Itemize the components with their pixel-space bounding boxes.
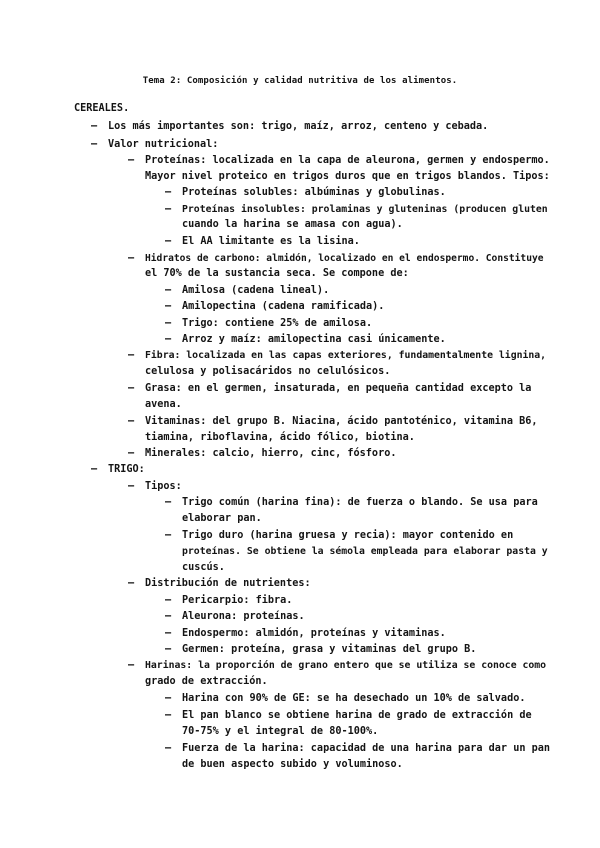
text-line: Hidratos de carbono: almidón, localizado en el endospermo. Constituye [145,253,544,264]
text-line: cuscús. [182,562,225,573]
text-line: tiamina, riboflavina, ácido fólico, biotina. [145,432,415,443]
bullet-dash: – [165,611,172,622]
text-line: Harinas: la proporción de grano entero que se utiliza se conoce como [145,660,547,671]
text-line: Harina con 90% de GE: se ha desechado un 10% de salvado. [182,693,526,704]
text-line: El pan blanco se obtiene harina de grado de extracción de [182,710,532,721]
bullet-dash: – [165,497,172,508]
text-line: 70-75% y el integral de 80-100%. [182,726,379,737]
text-line: celulosa y polisacáridos no celulósicos. [145,366,391,377]
bullet-dash: – [165,595,172,606]
bullet-dash: – [165,693,172,704]
section-heading-trigo: TRIGO: [108,464,145,475]
section-heading-cereales: CEREALES. [74,103,130,114]
text-line: Trigo común (harina fina): de fuerza o blando. Se usa para [182,497,538,508]
bullet-dash: – [128,253,135,264]
text-line: de buen aspecto subido y voluminoso. [182,759,403,770]
text-line: Valor nutricional: [108,139,219,150]
bullet-dash: – [128,416,135,427]
text-line: Vitaminas: del grupo B. Niacina, ácido pantoténico, vitamina B6, [145,416,538,427]
text-line: Trigo duro (harina gruesa y recia): mayor contenido en [182,530,514,541]
text-line: Fuerza de la harina: capacidad de una harina para dar un pan [182,743,551,754]
bullet-dash: – [128,155,135,166]
text-line: proteínas. Se obtiene la sémola empleada para elaborar pasta y [182,546,548,557]
document-title: Tema 2: Composición y calidad nutritiva de los alimentos. [142,76,458,86]
bullet-dash: – [165,710,172,721]
text-line: Proteínas insolubles: prolaminas y gluteninas (producen gluten [182,204,548,215]
bullet-dash: – [165,187,172,198]
bullet-dash: – [128,448,135,459]
bullet-dash: – [165,530,172,541]
bullet-dash: – [128,350,135,361]
text-line: Aleurona: proteínas. [182,611,305,622]
text-line: Los más importantes son: trigo, maíz, arroz, centeno y cebada. [108,121,489,132]
bullet-dash: – [165,285,172,296]
bullet-dash: – [128,660,135,671]
text-line: el 70% de la sustancia seca. Se compone de: [145,268,409,279]
bullet-dash: – [165,334,172,345]
text-line: Trigo: contiene 25% de amilosa. [182,318,373,329]
bullet-dash: – [128,383,135,394]
text-line: Germen: proteína, grasa y vitaminas del grupo B. [182,644,477,655]
text-line: Arroz y maíz: amilopectina casi únicamente. [182,334,446,345]
text-line: El AA limitante es la lisina. [182,236,360,247]
text-line: Distribución de nutrientes: [145,578,311,589]
text-line: Tipos: [145,481,182,492]
text-line: Mayor nivel proteico en trigos duros que en trigos blandos. Tipos: [145,171,550,182]
bullet-dash: – [165,318,172,329]
bullet-dash: – [165,204,172,215]
bullet-dash: – [91,464,98,475]
text-line: Amilopectina (cadena ramificada). [182,301,385,312]
text-line: Endospermo: almidón, proteínas y vitaminas. [182,628,446,639]
bullet-dash: – [165,644,172,655]
bullet-dash: – [128,481,135,492]
text-line: avena. [145,399,182,410]
text-line: Proteínas: localizada en la capa de aleurona, germen y endospermo. [145,155,550,166]
text-line: grado de extracción. [145,676,268,687]
text-line: Fibra: localizada en las capas exteriores, fundamentalmente lignina, [145,350,547,361]
bullet-dash: – [165,628,172,639]
bullet-dash: – [165,743,172,754]
bullet-dash: – [91,121,98,132]
bullet-dash: – [165,236,172,247]
text-line: cuando la harina se amasa con agua). [182,219,403,230]
text-line: Minerales: calcio, hierro, cinc, fósforo. [145,448,397,459]
bullet-dash: – [91,139,98,150]
text-line: Proteínas solubles: albúminas y globulinas. [182,187,446,198]
text-line: Amilosa (cadena lineal). [182,285,330,296]
bullet-dash: – [165,301,172,312]
bullet-dash: – [128,578,135,589]
text-line: elaborar pan. [182,513,262,524]
text-line: Grasa: en el germen, insaturada, en pequeña cantidad excepto la [145,383,532,394]
text-line: Pericarpio: fibra. [182,595,293,606]
